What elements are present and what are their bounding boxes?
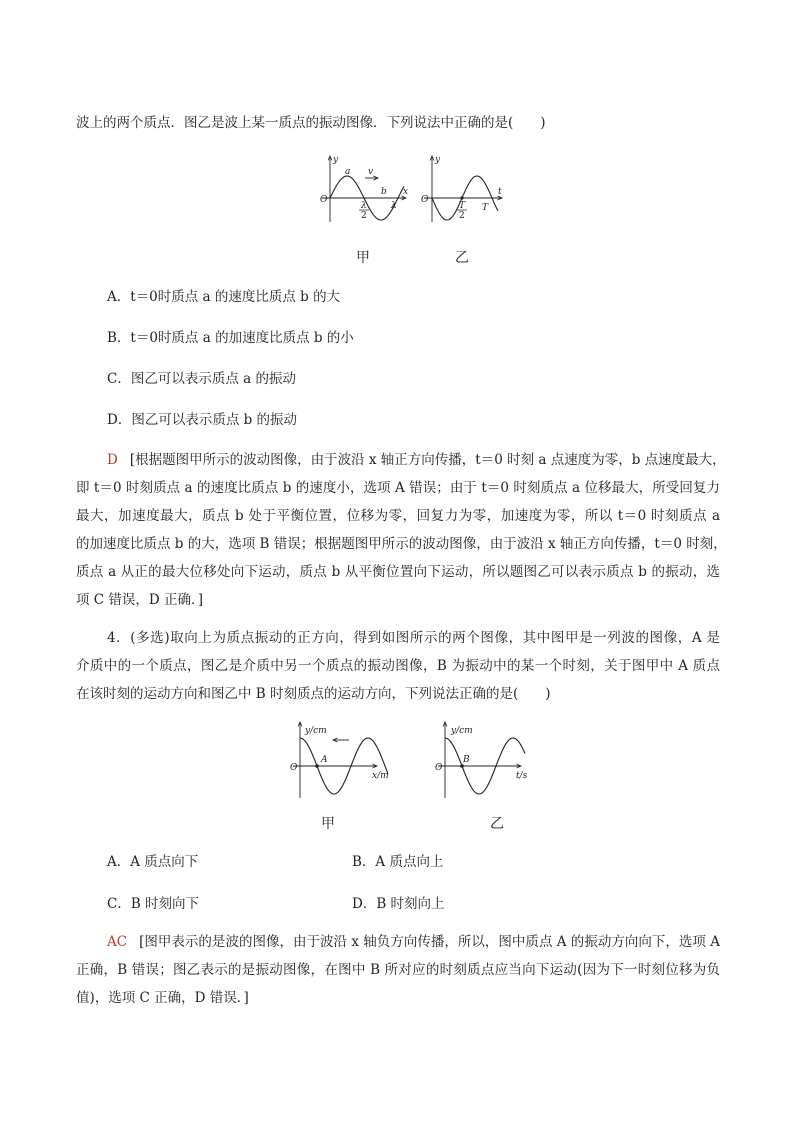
q3-figure <box>318 150 508 228</box>
wavelength-label: λ <box>391 201 397 211</box>
q4-figure <box>285 720 540 802</box>
origin-label: O <box>320 195 328 205</box>
q4-option-b: B．A 质点向上 <box>352 854 444 870</box>
y-axis-label: y/cm <box>451 726 473 736</box>
figure-caption-jia: 甲 <box>321 816 335 832</box>
q3-option-c: C．图乙可以表示质点 a 的振动 <box>107 371 296 387</box>
half-wavelength-den: 2 <box>361 211 367 221</box>
q4-stem-line: 介质中的一个质点，图乙是介质中另一个质点的振动图像，B 为振动中的某一个时刻，关于图甲中 A 质点 <box>76 658 720 674</box>
answer-text: [根据题图甲所示的波动图像，由于波沿 x 轴正方向传播，t＝0 时刻 a 点速度为零，b 点速度最大， <box>129 452 726 468</box>
q3-answer-line: 质点 a 从正的最大位移处向下运动，质点 b 从平衡位置向下运动，所以题图乙可以表示质点 b 的振动，选 <box>76 564 720 580</box>
half-wavelength-num: λ <box>361 201 367 211</box>
t-axis-label: t <box>498 187 502 197</box>
origin-label: O <box>435 763 443 773</box>
q4-option-d: D．B 时刻向上 <box>352 896 445 912</box>
t-axis-label: t/s <box>516 771 528 781</box>
x-axis-label: x/m <box>372 771 389 781</box>
half-period-dot <box>460 196 463 199</box>
q3-answer-line <box>107 450 726 470</box>
point-a-dot <box>315 764 319 768</box>
point-a-label: A <box>321 755 328 765</box>
q3-answer-line: 即 t＝0 时刻质点 a 的速度比质点 b 的速度小，选项 A 错误；由于 t＝0 时刻质点 a 位移最大，所受回复力 <box>76 480 720 496</box>
figure-caption-yi: 乙 <box>490 816 504 832</box>
q3-stem-tail: 波上的两个质点．图乙是波上某一质点的振动图像．下列说法中正确的是( ) <box>76 115 546 131</box>
velocity-label: v <box>368 167 374 177</box>
q3-answer-line: 的加速度比质点 b 的大，选项 B 错误；根据题图甲所示的波动图像，由于波沿 x 轴正方向传播，t＝0 时刻， <box>76 536 727 552</box>
q3-option-a: A．t＝0时质点 a 的速度比质点 b 的大 <box>107 289 341 305</box>
y-axis-label: y/cm <box>305 726 327 736</box>
answer-label: D <box>107 452 118 468</box>
q3-option-d: D．图乙可以表示质点 b 的振动 <box>107 412 298 428</box>
x-axis-label: x <box>403 187 409 197</box>
q4-answer-line: 值)，选项 C 正确，D 错误．] <box>76 990 249 1006</box>
origin-label: O <box>421 195 429 205</box>
q4-stem-line: 4．(多选)取向上为质点振动的正方向，得到如图所示的两个图像，其中图甲是一列波的图像，A 是 <box>107 630 720 646</box>
q3-option-b: B．t＝0时质点 a 的加速度比质点 b 的小 <box>107 330 354 346</box>
q4-answer-line: 正确，B 错误；图乙表示的是振动图像，在图中 B 所对应的时刻质点应当向下运动(因为下一时刻位移为负 <box>76 962 720 978</box>
q3-answer-line: 项 C 错误，D 正确．] <box>76 592 204 608</box>
figure-caption-yi: 乙 <box>455 250 469 266</box>
q4-option-c: C．B 时刻向下 <box>107 896 200 912</box>
half-period-num: T <box>459 201 466 211</box>
q3-answer-line: 最大，加速度最大，质点 b 处于平衡位置，位移为零，回复力为零，加速度为零，所以 t＝0 时刻质点 a <box>76 508 720 524</box>
q4-vibration-graph <box>435 722 528 798</box>
period-label: T <box>482 203 489 213</box>
point-b-label: B <box>463 755 470 765</box>
q4-answer-line <box>107 932 720 952</box>
q4-stem-line: 在该时刻的运动方向和图乙中 B 时刻质点的运动方向，下列说法正确的是( ) <box>76 686 551 702</box>
answer-text: [图甲表示的是波的图像，由于波沿 x 轴负方向传播，所以，图中质点 A 的振动方向向下，选项 A <box>139 934 720 950</box>
q4-option-a: A．A 质点向下 <box>107 854 199 870</box>
origin-label: O <box>290 763 298 773</box>
y-axis-label: y <box>333 155 339 165</box>
half-period-den: 2 <box>459 211 465 221</box>
y-axis-label: y <box>435 155 441 165</box>
q4-wave-graph <box>290 722 389 798</box>
figure-caption-jia: 甲 <box>356 250 370 266</box>
point-b-label: b <box>381 187 387 197</box>
q3-wave-graph <box>320 155 408 222</box>
q3-vibration-graph <box>421 155 502 222</box>
point-a-label: a <box>345 167 351 177</box>
answer-label: AC <box>107 934 128 950</box>
